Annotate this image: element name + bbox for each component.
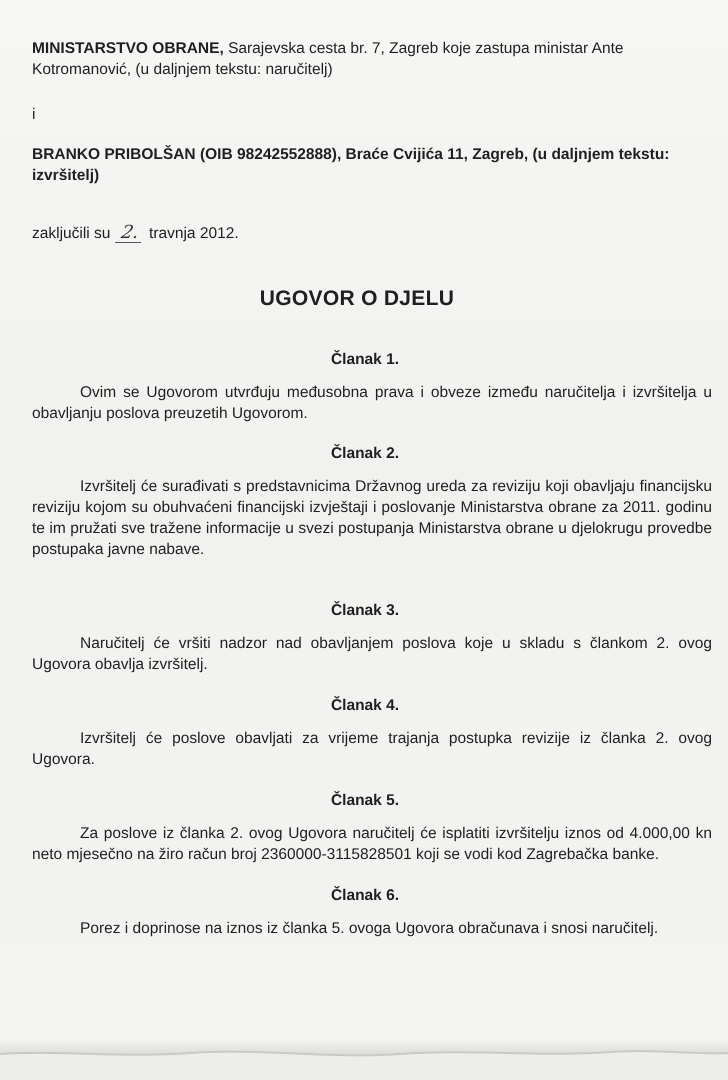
article-text-3: Naručitelj će vršiti nadzor nad obavljanjem poslova koje u skladu s člankom 2. ovog Ugovora obavlja izvršitelj. [32,635,712,673]
article-text-6: Porez i doprinose na iznos iz članka 5. ovoga Ugovora obračunava i snosi naručitelj. [80,920,659,937]
article-text-1: Ovim se Ugovorom utvrđuju međusobna prava i obveze između naručitelja i izvršitelja u obavljanju poslova preuzetih Ugovorom. [32,384,712,422]
article-heading-3: Članak 3. [330,602,400,619]
article-heading-5: Članak 5. [330,792,400,809]
article-text-4: Izvršitelj će poslove obavljati za vrijeme trajanja postupka revizije iz članka 2. ovog Ugovora. [32,730,712,768]
concluded-prefix: zaključili su [32,225,111,242]
article-heading-2: Članak 2. [330,445,400,462]
article-heading-6: Članak 6. [330,887,400,904]
conjunction-text: i [32,106,36,123]
party-ministry-details: Sarajevska cesta br. 7, Zagreb koje zastupa ministar Ante Kotromanović, (u daljnjem tekstu: naručitelj) [32,40,624,78]
concluded-suffix: travnja 2012. [149,225,239,242]
party-contractor-name: BRANKO PRIBOLŠAN [32,146,196,163]
handwritten-date: 2. [115,224,145,243]
document-title: UGOVOR O DJELU [259,287,455,310]
article-text-5: Za poslove iz članka 2. ovog Ugovora naručitelj će isplatiti izvršitelju iznos od 4.000,00 kn neto mjesečno na žiro račun broj 2360000-3115828501 koji se vodi kod Zagrebačka banke. [32,825,712,863]
concluded-line [32,223,706,245]
party-ministry-name: MINISTARSTVO OBRANE, [32,40,224,57]
party-ministry [32,38,712,80]
article-text-2: Izvršitelj će surađivati s predstavnicima Državnog ureda za reviziju koji obavljaju financijsku reviziju kojom su obuhvaćeni financijski izvještaji i poslovanje Ministarstva obrane za 2011. godinu te im pružati sve tražene informacije u svezi postupanja Ministarstva obrane u djelokrugu provedbe postupaka javne nabave. [32,478,712,558]
article-heading-4: Članak 4. [330,697,400,714]
party-contractor-details: (OIB 98242552888), Braće Cvijića 11, Zagreb, (u daljnjem tekstu: izvršitelj) [32,146,670,184]
torn-paper-edge [0,1044,728,1080]
party-contractor [32,144,712,186]
article-heading-1: Članak 1. [330,351,400,368]
